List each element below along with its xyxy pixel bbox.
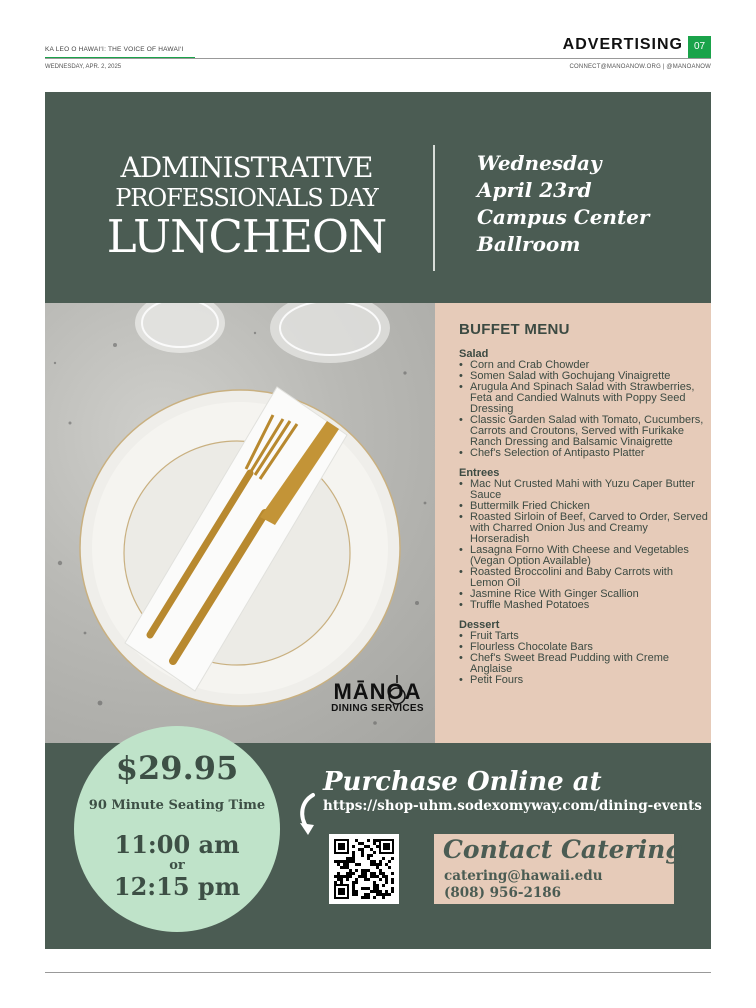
qr-module bbox=[355, 890, 358, 893]
qr-module bbox=[364, 872, 367, 875]
qr-module bbox=[379, 863, 382, 866]
menu-section-salad: Salad bbox=[459, 348, 489, 360]
purchase-link[interactable]: https://shop-uhm.sodexomyway.com/dining-events bbox=[323, 798, 702, 814]
qr-module bbox=[367, 869, 370, 872]
qr-module bbox=[364, 878, 367, 881]
qr-module bbox=[364, 875, 367, 878]
menu-body bbox=[459, 349, 709, 686]
qr-module bbox=[358, 848, 361, 851]
contact-title: Contact Catering bbox=[443, 835, 683, 864]
qr-module bbox=[376, 890, 379, 893]
qr-module bbox=[337, 872, 340, 875]
qr-module bbox=[370, 872, 373, 875]
qr-module bbox=[367, 887, 370, 890]
qr-module bbox=[373, 887, 376, 890]
contact-catering-box bbox=[434, 834, 683, 904]
qr-module bbox=[346, 866, 349, 869]
qr-module bbox=[352, 845, 355, 848]
event-venue-line2: Ballroom bbox=[477, 232, 581, 256]
qr-module bbox=[376, 884, 379, 887]
qr-module bbox=[340, 860, 343, 863]
qr-module bbox=[376, 887, 379, 890]
qr-module bbox=[373, 881, 376, 884]
qr-module bbox=[367, 845, 370, 848]
contact-email[interactable]: catering@hawaii.edu bbox=[444, 868, 603, 884]
list-item: • Jasmine Rice With Ginger Scallion bbox=[459, 589, 709, 600]
qr-module bbox=[373, 851, 376, 854]
event-day: Wednesday bbox=[477, 151, 602, 175]
qr-module bbox=[388, 893, 391, 896]
contact-phone[interactable]: (808) 956-2186 bbox=[444, 885, 562, 901]
qr-module bbox=[361, 896, 364, 899]
qr-module bbox=[376, 845, 379, 848]
list-item: • Corn and Crab Chowder bbox=[459, 360, 709, 371]
qr-module bbox=[373, 884, 376, 887]
qr-module bbox=[340, 878, 343, 881]
list-item: • Lasagna Forno With Cheese and Vegetables (Vegan Option Available) bbox=[459, 545, 709, 567]
qr-module bbox=[388, 860, 391, 863]
page-number: 07 bbox=[688, 36, 711, 58]
list-item: • Fruit Tarts bbox=[459, 631, 709, 642]
qr-module bbox=[349, 860, 352, 863]
qr-module bbox=[361, 842, 364, 845]
qr-module bbox=[352, 881, 355, 884]
qr-module bbox=[373, 890, 376, 893]
qr-module bbox=[367, 893, 370, 896]
qr-module bbox=[355, 863, 358, 866]
qr-module bbox=[379, 872, 382, 875]
list-item: • Buttermilk Fried Chicken bbox=[459, 501, 709, 512]
qr-module bbox=[367, 878, 370, 881]
purchase-title: Purchase Online at bbox=[323, 767, 602, 797]
salad-list bbox=[459, 360, 709, 459]
qr-module bbox=[352, 860, 355, 863]
qr-module bbox=[349, 857, 352, 860]
luncheon-ad bbox=[45, 92, 711, 949]
qr-module bbox=[376, 839, 379, 842]
qr-module bbox=[346, 863, 349, 866]
qr-module bbox=[340, 881, 343, 884]
qr-module bbox=[379, 869, 382, 872]
qr-module bbox=[373, 860, 376, 863]
section-title: ADVERTISING bbox=[562, 36, 683, 53]
qr-module bbox=[370, 890, 373, 893]
qr-module bbox=[352, 884, 355, 887]
list-item: • Somen Salad with Gochujang Vinaigrette bbox=[459, 371, 709, 382]
qr-module bbox=[343, 863, 346, 866]
title-divider bbox=[433, 145, 435, 271]
seating-or: or bbox=[169, 858, 185, 873]
qr-module bbox=[391, 857, 394, 860]
qr-module bbox=[352, 890, 355, 893]
qr-module bbox=[373, 872, 376, 875]
qr-module bbox=[373, 875, 376, 878]
masthead-contact: CONNECT@MANOANOW.ORG | @MANOANOW bbox=[569, 64, 711, 70]
qr-module bbox=[391, 872, 394, 875]
qr-finder-bottom-left bbox=[334, 884, 349, 899]
qr-module bbox=[364, 887, 367, 890]
qr-module bbox=[370, 854, 373, 857]
publication-name: KA LEO O HAWAI‘I: THE VOICE OF HAWAI‘I bbox=[45, 46, 184, 53]
qr-module bbox=[355, 893, 358, 896]
qr-module bbox=[364, 845, 367, 848]
list-item: • Classic Garden Salad with Tomato, Cucumbers, Carrots and Croutons, Served with Furikake Ranch Dressing and Balsamic Vinaigrette bbox=[459, 415, 709, 448]
curved-arrow-down-icon bbox=[297, 792, 319, 836]
ad-title-line1: ADMINISTRATIVE bbox=[120, 151, 373, 184]
ad-title bbox=[105, 152, 388, 262]
footer-rule bbox=[45, 972, 711, 973]
header-rule bbox=[45, 58, 711, 59]
qr-module bbox=[364, 896, 367, 899]
qr-module bbox=[346, 875, 349, 878]
qr-module bbox=[379, 893, 382, 896]
qr-module bbox=[382, 896, 385, 899]
qr-module bbox=[337, 878, 340, 881]
qr-module bbox=[337, 863, 340, 866]
event-date: April 23rd bbox=[477, 178, 592, 202]
qr-module bbox=[376, 875, 379, 878]
qr-module bbox=[346, 872, 349, 875]
qr-module bbox=[391, 878, 394, 881]
qr-module bbox=[358, 863, 361, 866]
brand-name: MĀNOA bbox=[333, 679, 422, 704]
qr-module bbox=[361, 851, 364, 854]
qr-finder-top-right bbox=[379, 839, 394, 854]
qr-module bbox=[385, 881, 388, 884]
qr-module bbox=[361, 875, 364, 878]
qr-module bbox=[391, 881, 394, 884]
brand-tagline: DINING SERVICES bbox=[331, 703, 424, 714]
qr-module bbox=[349, 872, 352, 875]
event-venue-line1: Campus Center bbox=[477, 205, 650, 229]
qr-module bbox=[355, 839, 358, 842]
qr-module bbox=[382, 872, 385, 875]
qr-module bbox=[343, 860, 346, 863]
qr-module bbox=[352, 872, 355, 875]
qr-module bbox=[334, 881, 337, 884]
qr-module bbox=[364, 869, 367, 872]
qr-module bbox=[346, 860, 349, 863]
qr-module bbox=[382, 884, 385, 887]
price-badge bbox=[74, 726, 280, 932]
list-item: • Chef's Selection of Antipasto Platter bbox=[459, 448, 709, 459]
qr-module bbox=[355, 878, 358, 881]
list-item: • Arugula And Spinach Salad with Strawberries, Feta and Candied Walnuts with Poppy Seed Dressing bbox=[459, 382, 709, 415]
qr-module bbox=[367, 896, 370, 899]
list-item: • Flourless Chocolate Bars bbox=[459, 642, 709, 653]
seating-time: 90 Minute Seating Time bbox=[88, 798, 266, 813]
qr-code-graphic bbox=[329, 834, 399, 904]
qr-module bbox=[376, 893, 379, 896]
menu-title: BUFFET MENU bbox=[459, 321, 570, 338]
qr-module bbox=[334, 875, 337, 878]
qr-module bbox=[370, 863, 373, 866]
qr-module bbox=[391, 887, 394, 890]
qr-module bbox=[337, 860, 340, 863]
issue-date: WEDNESDAY, APR. 2, 2025 bbox=[45, 64, 122, 70]
qr-code[interactable] bbox=[329, 834, 399, 904]
menu-section-entrees: Entrees bbox=[459, 467, 500, 479]
qr-module bbox=[361, 887, 364, 890]
ad-title-line3: LUNCHEON bbox=[106, 210, 387, 263]
qr-module bbox=[346, 878, 349, 881]
qr-module bbox=[361, 869, 364, 872]
list-item: • Petit Fours bbox=[459, 675, 709, 686]
brand-logo bbox=[330, 681, 425, 714]
qr-module bbox=[373, 863, 376, 866]
entrees-list bbox=[459, 479, 709, 611]
qr-module bbox=[388, 866, 391, 869]
qr-module bbox=[385, 893, 388, 896]
glass-right bbox=[270, 303, 390, 363]
qr-module bbox=[337, 875, 340, 878]
qr-module bbox=[373, 896, 376, 899]
qr-module bbox=[349, 869, 352, 872]
qr-module bbox=[361, 848, 364, 851]
qr-module bbox=[355, 881, 358, 884]
qr-module bbox=[343, 875, 346, 878]
qr-module bbox=[364, 893, 367, 896]
seating-time-2: 12:15 pm bbox=[113, 872, 241, 901]
qr-module bbox=[385, 863, 388, 866]
qr-module bbox=[352, 893, 355, 896]
qr-module bbox=[385, 875, 388, 878]
list-item: • Roasted Sirloin of Beef, Carved to Order, Served with Charred Onion Jus and Creamy Horseradish bbox=[459, 512, 709, 545]
menu-section-dessert: Dessert bbox=[459, 619, 500, 631]
qr-module bbox=[352, 854, 355, 857]
qr-module bbox=[379, 860, 382, 863]
qr-module bbox=[373, 839, 376, 842]
qr-module bbox=[367, 839, 370, 842]
qr-module bbox=[373, 842, 376, 845]
qr-module bbox=[349, 875, 352, 878]
qr-module bbox=[358, 842, 361, 845]
list-item: • Truffle Mashed Potatoes bbox=[459, 600, 709, 611]
qr-module bbox=[382, 857, 385, 860]
price: $29.95 bbox=[115, 749, 239, 787]
qr-module bbox=[346, 857, 349, 860]
list-item: • Chef's Sweet Bread Pudding with Creme Anglaise bbox=[459, 653, 709, 675]
qr-module bbox=[370, 875, 373, 878]
qr-module bbox=[376, 863, 379, 866]
qr-module bbox=[379, 890, 382, 893]
ad-title-line2: PROFESSIONALS DAY bbox=[115, 184, 378, 212]
qr-module bbox=[334, 860, 337, 863]
place-setting-illustration bbox=[45, 303, 435, 743]
qr-module bbox=[352, 857, 355, 860]
qr-module bbox=[355, 869, 358, 872]
qr-module bbox=[352, 851, 355, 854]
qr-module bbox=[385, 890, 388, 893]
qr-module bbox=[340, 866, 343, 869]
list-item: • Roasted Broccolini and Baby Carrots with Lemon Oil bbox=[459, 567, 709, 589]
qr-module bbox=[376, 866, 379, 869]
qr-module bbox=[382, 893, 385, 896]
qr-module bbox=[352, 887, 355, 890]
qr-module bbox=[382, 875, 385, 878]
qr-module bbox=[361, 872, 364, 875]
qr-module bbox=[391, 890, 394, 893]
qr-module bbox=[358, 875, 361, 878]
dessert-list bbox=[459, 631, 709, 686]
list-item: • Mac Nut Crusted Mahi with Yuzu Caper Butter Sauce bbox=[459, 479, 709, 501]
qr-module bbox=[367, 857, 370, 860]
place-setting-photo bbox=[45, 303, 435, 743]
buffet-menu-panel bbox=[435, 303, 711, 743]
qr-module bbox=[367, 854, 370, 857]
qr-module bbox=[340, 875, 343, 878]
glass-left bbox=[135, 303, 225, 353]
qr-module bbox=[370, 860, 373, 863]
qr-module bbox=[370, 848, 373, 851]
qr-module bbox=[361, 854, 364, 857]
qr-module bbox=[385, 878, 388, 881]
qr-finder-top-left bbox=[334, 839, 349, 854]
event-info bbox=[477, 150, 649, 258]
qr-module bbox=[343, 866, 346, 869]
seating-time-1: 11:00 am bbox=[114, 830, 240, 859]
qr-module bbox=[379, 878, 382, 881]
